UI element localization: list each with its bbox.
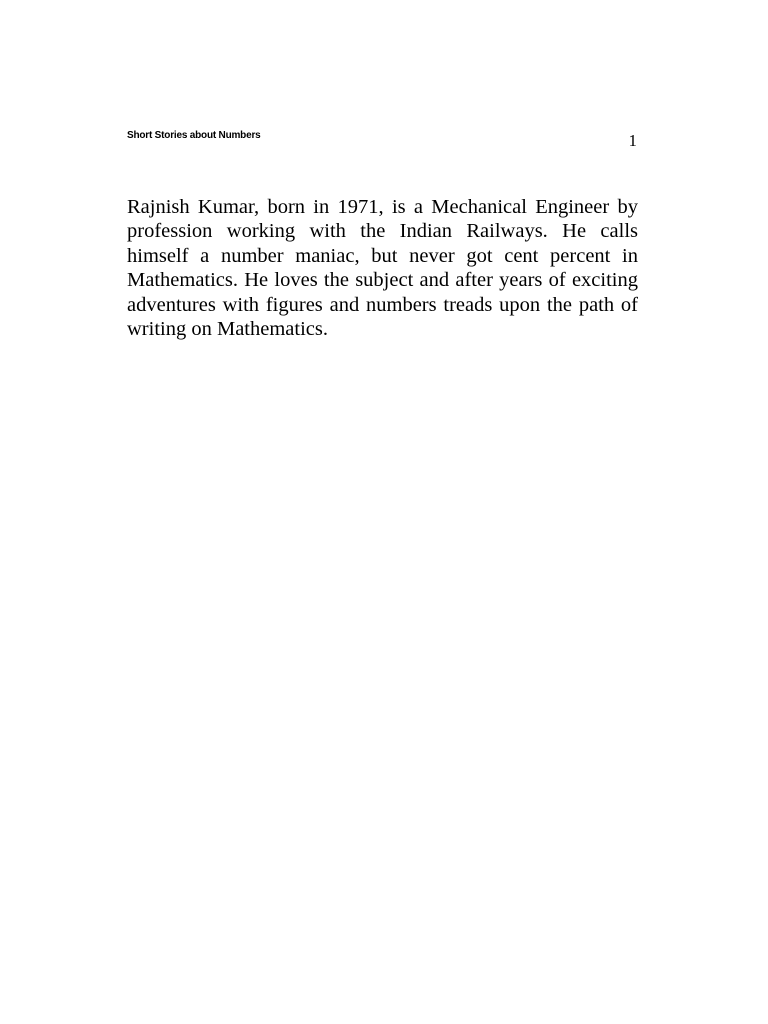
page-number: 1 xyxy=(628,131,637,150)
running-header-title: Short Stories about Numbers xyxy=(127,130,261,141)
author-bio-paragraph: Rajnish Kumar, born in 1971, is a Mechanical Engineer by profession working with the Indian Railways. He calls himself a number maniac, but never got cent percent in Mathematics. He loves the subject and after years of exciting adventures with figures and numbers treads upon the path of writing on Mathematics. xyxy=(127,196,638,341)
